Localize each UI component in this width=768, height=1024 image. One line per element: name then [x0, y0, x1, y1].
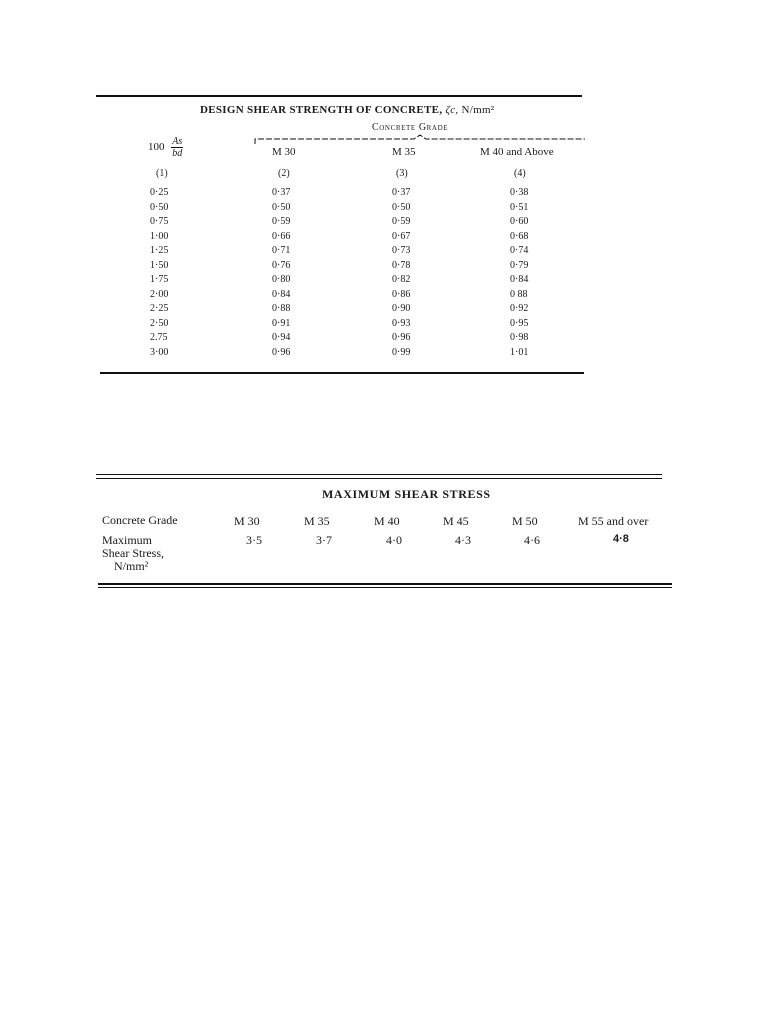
row-ratio-cell: 2·00 — [150, 288, 169, 300]
max-shear-m35: 3·7 — [316, 533, 332, 547]
shear-value-cell: 0·71 — [272, 245, 291, 256]
shear-value-cell: 0·51 — [510, 201, 529, 213]
grade-m30: M 30 — [234, 514, 260, 528]
row-ratio-cell: 1·00 — [150, 230, 169, 242]
shear-value-cell: 0·50 — [392, 201, 411, 213]
row-ratio-cell: 0·50 — [150, 201, 169, 213]
shear-value-cell: 0·88 — [272, 303, 291, 314]
table2-bottom-rule — [98, 583, 672, 585]
shear-value-cell: 0·68 — [510, 230, 529, 242]
shear-value-cell: 0·37 — [392, 187, 411, 198]
fraction-numerator: As — [172, 136, 183, 147]
table2-row-label-grade: Concrete Grade — [102, 513, 178, 527]
table2-top-rule — [96, 474, 662, 475]
table2-row-label-max-shear — [102, 534, 164, 573]
row-ratio-cell: 0·75 — [150, 216, 169, 227]
column-header-m40: M 40 and Above — [480, 146, 554, 158]
shear-value-cell: 0·59 — [392, 216, 411, 227]
shear-value-cell: 0·96 — [272, 346, 291, 358]
shear-value-cell: 0·84 — [510, 274, 529, 285]
shear-value-cell: 1·01 — [510, 346, 529, 358]
row-ratio-cell: 1·75 — [150, 274, 169, 285]
max-shear-m30: 3·5 — [246, 533, 262, 547]
lead-prefix: 100 — [148, 141, 165, 154]
column-number-4: (4) — [514, 168, 526, 179]
shear-value-cell: 0·90 — [392, 303, 411, 314]
row-ratio-cell: 0·25 — [150, 187, 169, 198]
table2-bottom-rule-2 — [98, 587, 672, 588]
shear-value-cell: 0·92 — [510, 303, 529, 314]
ratio-fraction — [171, 136, 183, 159]
column-number-1: (1) — [156, 168, 168, 179]
shear-value-cell: 0·60 — [510, 216, 529, 227]
column-number-2: (2) — [278, 168, 290, 179]
shear-value-cell: 0·74 — [510, 245, 529, 256]
max-shear-m50: 4·6 — [524, 533, 540, 547]
shear-value-cell: 0·91 — [272, 317, 291, 329]
column-header-m35: M 35 — [392, 146, 416, 158]
table1-title — [200, 104, 494, 116]
shear-value-cell: 0·50 — [272, 201, 291, 213]
shear-value-cell: 0·79 — [510, 259, 529, 271]
table2-title: MAXIMUM SHEAR STRESS — [322, 487, 491, 501]
row-ratio-cell: 2·25 — [150, 303, 169, 314]
shear-value-cell: 0·78 — [392, 259, 411, 271]
shear-value-cell: 0·66 — [272, 230, 291, 242]
table1-title-unit: N/mm² — [461, 104, 495, 116]
table1-lead-header — [148, 136, 183, 159]
table1-group-header: Concrete Grade — [372, 122, 449, 133]
label-line-3: N/mm² — [114, 559, 149, 573]
label-line-1: Maximum — [102, 533, 152, 547]
max-shear-m40: 4·0 — [386, 533, 402, 547]
table1-title-symbol: ζc, — [445, 104, 459, 116]
max-shear-m55: 4·8 — [613, 533, 629, 545]
shear-value-cell: 0·94 — [272, 332, 291, 343]
shear-value-cell: 0·59 — [272, 216, 291, 227]
column-number-3: (3) — [396, 168, 408, 179]
shear-value-cell: 0·82 — [392, 274, 411, 285]
grade-m45: M 45 — [443, 514, 469, 528]
shear-value-cell: 0·37 — [272, 187, 291, 198]
table1-top-rule — [96, 95, 582, 97]
shear-value-cell: 0·99 — [392, 346, 411, 358]
table1-bottom-rule — [100, 372, 584, 374]
column-header-m30: M 30 — [272, 146, 296, 158]
shear-value-cell: 0 88 — [510, 288, 528, 300]
shear-value-cell: 0·93 — [392, 317, 411, 329]
shear-value-cell: 0·67 — [392, 230, 411, 242]
shear-value-cell: 0·96 — [392, 332, 411, 343]
shear-value-cell: 0·86 — [392, 288, 411, 300]
label-line-2: Shear Stress, — [102, 546, 164, 560]
grade-m40: M 40 — [374, 514, 400, 528]
row-ratio-cell: 3·00 — [150, 346, 169, 358]
row-ratio-cell: 1·25 — [150, 245, 169, 256]
row-ratio-cell: 2·50 — [150, 317, 169, 329]
shear-value-cell: 0·76 — [272, 259, 291, 271]
shear-value-cell: 0·38 — [510, 187, 529, 198]
shear-value-cell: 0·80 — [272, 274, 291, 285]
row-ratio-cell: 2.75 — [150, 332, 168, 343]
fraction-denominator: bd — [172, 148, 183, 159]
table1-title-text: DESIGN SHEAR STRENGTH OF CONCRETE, — [200, 104, 443, 116]
row-ratio-cell: 1·50 — [150, 259, 169, 271]
shear-value-cell: 0·98 — [510, 332, 529, 343]
shear-value-cell: 0·95 — [510, 317, 529, 329]
grade-m55-and-over: M 55 and over — [578, 514, 649, 528]
table2-top-rule-2 — [96, 478, 662, 479]
grade-m50: M 50 — [512, 514, 538, 528]
shear-value-cell: 0·84 — [272, 288, 291, 300]
grade-m35: M 35 — [304, 514, 330, 528]
shear-value-cell: 0·73 — [392, 245, 411, 256]
max-shear-m45: 4·3 — [455, 533, 471, 547]
